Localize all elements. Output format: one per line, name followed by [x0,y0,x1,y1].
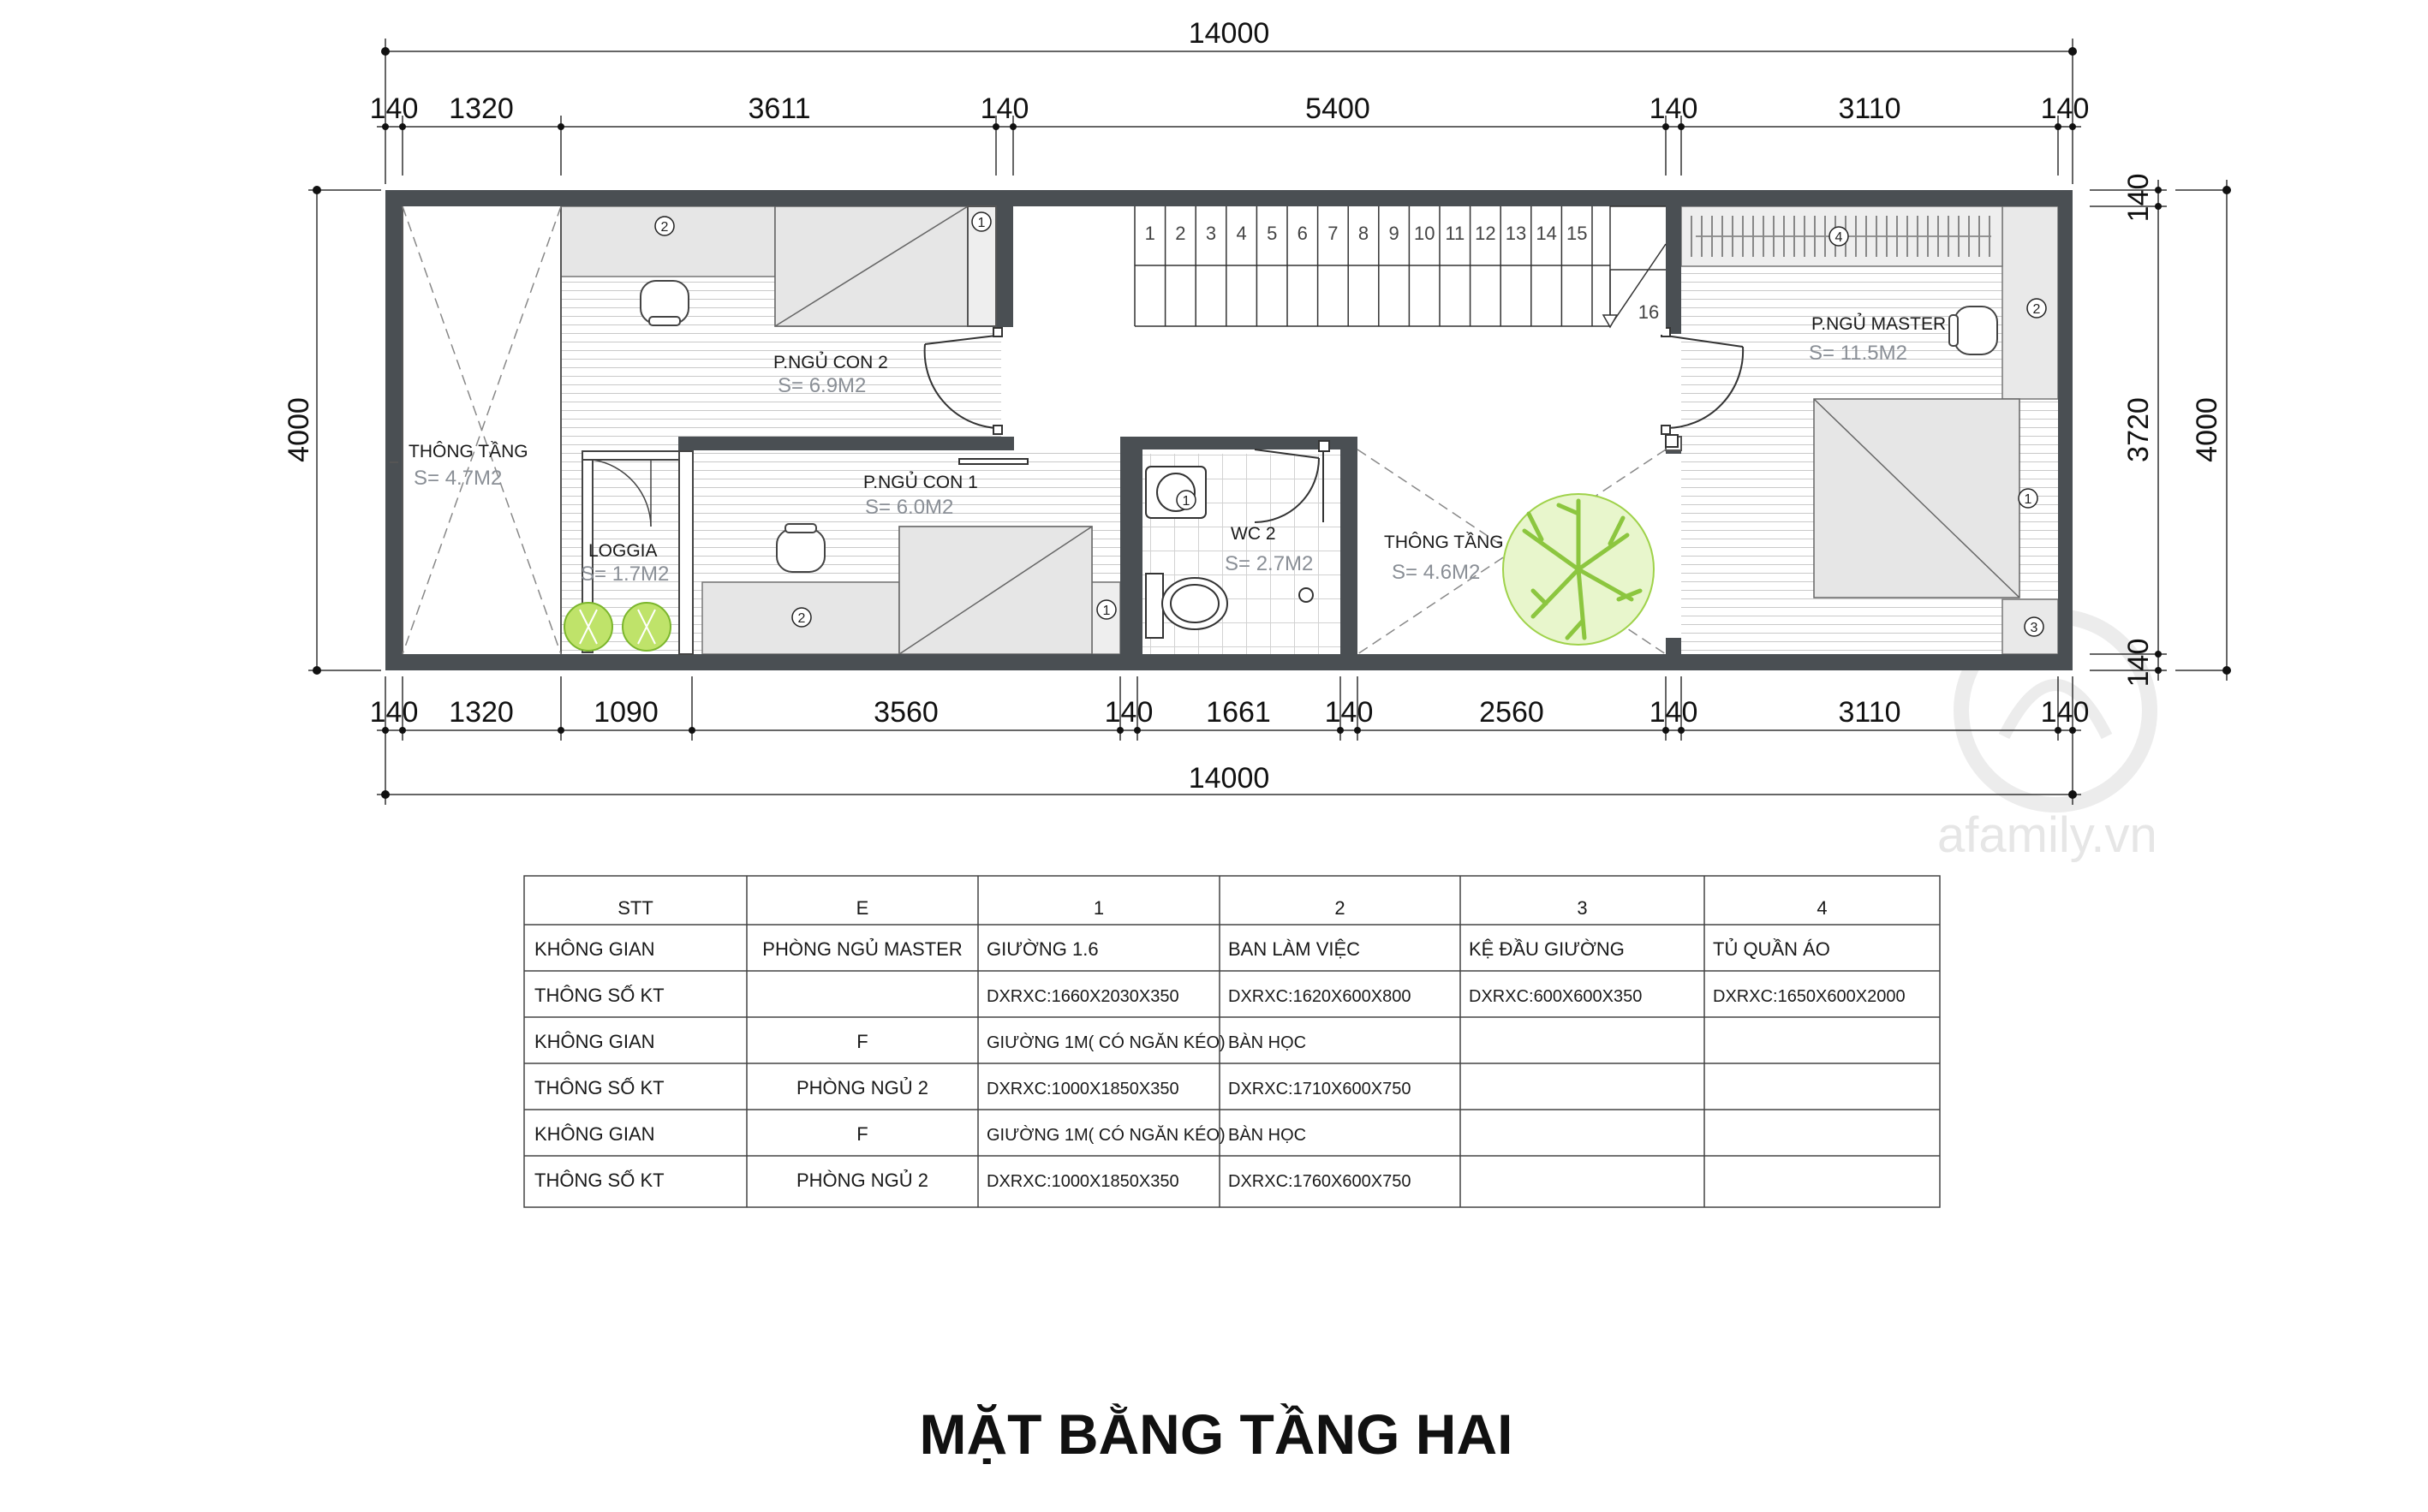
table-cell: KHÔNG GIAN [534,938,655,960]
table-cell: BAN LÀM VIỆC [1228,938,1361,960]
table-header-cell: STT [617,897,653,919]
room-area-pngu-master: S= 11.5M2 [1809,342,1907,365]
stair-step-number: 3 [1205,223,1217,244]
marker-3-master: 3 [2030,621,2038,635]
stair-step-number: 12 [1475,223,1496,244]
marker-4-master: 4 [1834,230,1843,245]
dim-bottom-total: 14000 [1188,762,1270,795]
table-cell: DXRXC:1000X1850X350 [987,1172,1179,1191]
stair-step-number: 15 [1566,223,1588,244]
watermark-text: afamily.vn [1937,807,2157,863]
table-cell: DXRXC:1650X600X2000 [1713,987,1906,1006]
dim-bottom-3: 1090 [594,696,659,729]
room-name-pngu-master: P.NGỦ MASTER [1811,314,1947,334]
stair-step-number: 11 [1445,223,1465,244]
stair-step-number: 6 [1297,223,1308,244]
dim-top-3: 3611 [748,92,811,125]
table-cell: GIƯỜNG 1M( CÓ NGĂN KÉO) [987,1033,1226,1052]
drawing-title: MẶT BẰNG TẦNG HAI [919,1402,1513,1466]
dim-bottom-4: 3560 [874,696,939,729]
table-cell: GIƯỜNG 1M( CÓ NGĂN KÉO) [987,1126,1226,1145]
dim-bottom-5: 140 [1104,696,1154,729]
table-cell: PHÒNG NGỦ 2 [796,1170,929,1191]
room-area-loggia: S= 1.7M2 [581,563,670,586]
table-cell: THÔNG SỐ KT [534,1077,665,1098]
dim-top-1: 140 [369,92,419,125]
stair-step-number: 5 [1267,223,1278,244]
stair-step-number: 8 [1357,223,1369,244]
dim-right-inner-3: 140 [2122,638,2155,688]
room-name-pngu-con-1: P.NGỦ CON 1 [863,473,978,492]
dim-top-8: 140 [2040,92,2090,125]
table-cell: F [856,1031,868,1052]
table-cell: KHÔNG GIAN [534,1123,655,1145]
room-name-thong-tang-left: THÔNG TẦNG [409,442,528,461]
room-area-pngu-con-1: S= 6.0M2 [865,496,954,519]
table-cell: KỆ ĐẦU GIƯỜNG [1469,938,1625,960]
stair-step-number: 7 [1327,223,1339,244]
room-area-wc2: S= 2.7M2 [1225,552,1314,575]
dim-bottom-8: 2560 [1479,696,1544,729]
marker-2-con1: 2 [797,611,806,626]
dim-top-total: 14000 [1188,17,1270,50]
room-name-pngu-con-2: P.NGỦ CON 2 [773,353,888,372]
dim-left-height: 4000 [283,397,315,462]
marker-1-con1: 1 [1102,604,1111,618]
table-header-cell: 3 [1577,897,1588,919]
table-cell: DXRXC:1620X600X800 [1228,987,1411,1006]
furniture-table [524,876,1940,1207]
stair-step-number: 2 [1175,223,1186,244]
dim-bottom-1: 140 [369,696,419,729]
table-cell: THÔNG SỐ KT [534,985,665,1006]
marker-1-master: 1 [2024,492,2032,507]
marker-2-master: 2 [2032,302,2041,317]
table-cell: F [856,1123,868,1145]
room-name-loggia: LOGGIA [588,541,658,561]
table-cell: THÔNG SỐ KT [534,1170,665,1191]
room-area-pngu-con-2: S= 6.9M2 [778,374,867,397]
stair-landing-number: 16 [1638,301,1660,323]
table-cell: GIƯỜNG 1.6 [987,938,1099,960]
dim-right-inner-1: 140 [2122,173,2155,223]
dim-top-5: 5400 [1305,92,1370,125]
dim-top-2: 1320 [449,92,514,125]
table-cell: PHÒNG NGỦ MASTER [762,938,963,960]
room-area-thong-tang-mid: S= 4.6M2 [1392,561,1481,584]
stair-step-number: 14 [1536,223,1557,244]
room-name-wc2: WC 2 [1231,524,1276,544]
dim-bottom-2: 1320 [449,696,514,729]
table-cell: DXRXC:1000X1850X350 [987,1080,1179,1098]
dim-bottom-11: 140 [2040,696,2090,729]
dim-top-6: 140 [1649,92,1698,125]
table-cell: TỦ QUẦN ÁO [1713,938,1830,960]
dim-bottom-7: 140 [1324,696,1374,729]
dim-bottom-6: 1661 [1206,696,1271,729]
table-header-cell: 1 [1093,897,1105,919]
stair-step-number: 9 [1388,223,1399,244]
room-name-thong-tang-mid: THÔNG TẦNG [1384,533,1504,552]
table-cell: DXRXC:1660X2030X350 [987,987,1179,1006]
dim-top-7: 3110 [1838,92,1901,125]
dim-bottom-10: 3110 [1838,696,1901,729]
marker-1-wc: 1 [1182,494,1190,509]
table-cell: DXRXC:1760X600X750 [1228,1172,1411,1191]
table-cell: BÀN HỌC [1228,1126,1307,1145]
table-header-cell: 2 [1334,897,1345,919]
table-cell: DXRXC:1710X600X750 [1228,1080,1411,1098]
dim-right-total: 4000 [2191,397,2223,462]
table-cell: BÀN HỌC [1228,1033,1307,1052]
table-header-cell: E [856,897,869,919]
stair-step-number: 13 [1505,223,1527,244]
marker-2-con2: 2 [660,220,669,235]
stair-step-number: 10 [1413,223,1435,244]
table-header-cell: 4 [1817,897,1828,919]
table-cell: DXRXC:600X600X350 [1469,987,1643,1006]
room-area-thong-tang-left: S= 4.7M2 [414,467,503,490]
dim-top-4: 140 [980,92,1029,125]
marker-1-con2: 1 [977,216,986,230]
dim-bottom-9: 140 [1649,696,1698,729]
dim-right-inner-2: 3720 [2122,397,2155,462]
stair-step-number: 1 [1144,223,1155,244]
table-cell: KHÔNG GIAN [534,1031,655,1052]
table-cell: PHÒNG NGỦ 2 [796,1077,929,1098]
stair-step-number: 4 [1236,223,1247,244]
